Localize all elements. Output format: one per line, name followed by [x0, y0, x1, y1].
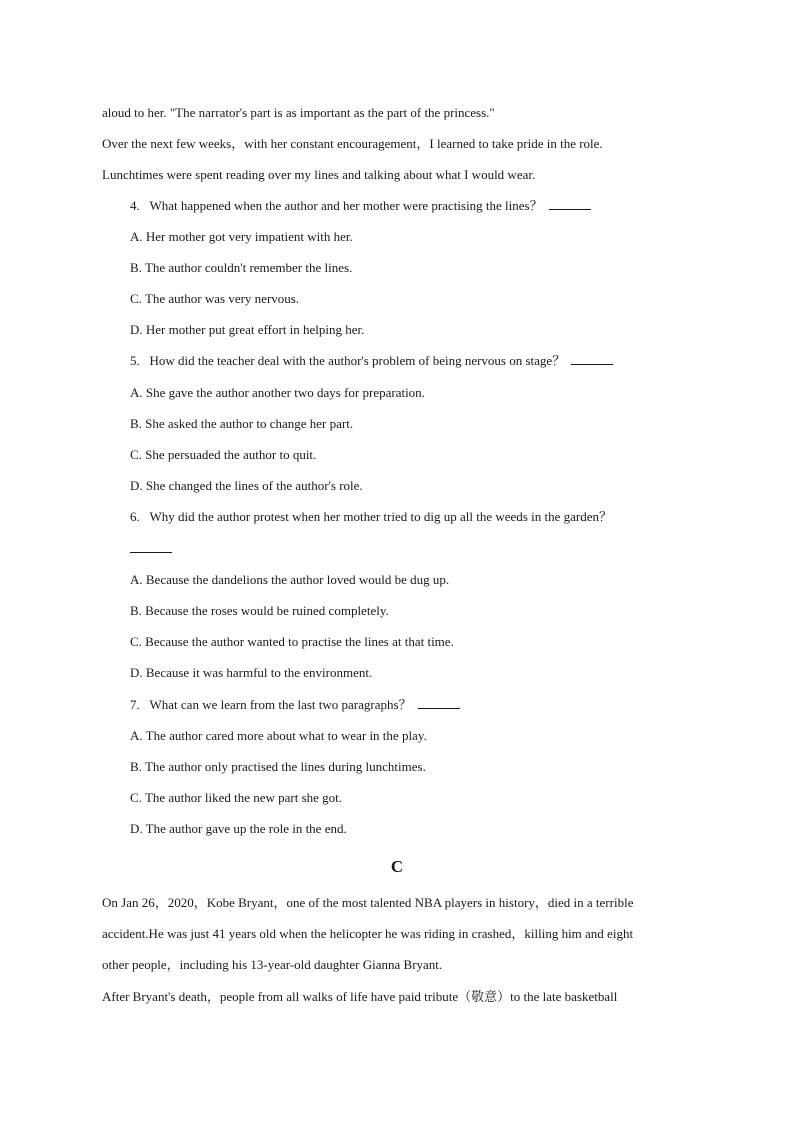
answer-blank[interactable] — [549, 197, 591, 210]
option-text: The author cared more about what to wear in the play. — [145, 728, 427, 743]
option-letter: C. — [130, 634, 142, 649]
option-text: The author gave up the role in the end. — [145, 821, 347, 836]
option-5c — [130, 446, 316, 464]
option-text: Her mother got very impatient with her. — [145, 229, 353, 244]
option-4b — [130, 259, 352, 277]
option-7c — [130, 789, 342, 807]
option-text: She gave the author another two days for preparation. — [145, 385, 425, 400]
option-6d — [130, 664, 372, 682]
option-letter: B. — [130, 603, 142, 618]
answer-blank[interactable] — [571, 352, 613, 365]
option-text: The author liked the new part she got. — [144, 790, 343, 805]
section-c-line-1: On Jan 26，2020，Kobe Bryant，one of the most talented NBA players in history，died in a terrible — [102, 895, 634, 910]
option-letter: B. — [130, 260, 142, 275]
section-c-line-2: accident.He was just 41 years old when the helicopter he was riding in crashed，killing him and eight — [102, 926, 634, 941]
option-letter: D. — [130, 665, 143, 680]
option-text: She asked the author to change her part. — [145, 416, 354, 431]
answer-blank[interactable] — [130, 540, 172, 553]
section-c-line-4: After Bryant's death，people from all walks of life have paid tribute（敬意）to the late basketball — [102, 989, 618, 1004]
question-6-blank-line — [130, 540, 172, 558]
question-7 — [130, 696, 460, 714]
option-letter: B. — [130, 759, 142, 774]
passage-line-2: Over the next few weeks，with her constant encouragement，I learned to take pride in the role. — [102, 136, 603, 151]
option-text: Because the roses would be ruined completely. — [145, 603, 389, 618]
option-letter: C. — [130, 790, 142, 805]
option-text: She changed the lines of the author's role. — [145, 478, 363, 493]
option-letter: C. — [130, 447, 142, 462]
passage-line-1: aloud to her. "The narrator's part is as important as the part of the princess." — [102, 105, 495, 120]
option-text: The author only practised the lines during lunchtimes. — [144, 759, 426, 774]
option-6c — [130, 633, 454, 651]
question-number: 5. — [130, 353, 140, 368]
question-text: How did the teacher deal with the author's problem of being nervous on stage？ — [149, 353, 566, 368]
option-text: Because the author wanted to practise the lines at that time. — [145, 634, 454, 649]
option-text: Her mother put great effort in helping her. — [145, 322, 365, 337]
option-letter: A. — [130, 229, 143, 244]
passage-line-3: Lunchtimes were spent reading over my lines and talking about what I would wear. — [102, 167, 536, 182]
option-7b — [130, 758, 426, 776]
option-5a — [130, 384, 425, 402]
question-text: What happened when the author and her mother were practising the lines？ — [149, 198, 543, 213]
option-5b — [130, 415, 353, 433]
option-4a — [130, 228, 353, 246]
option-5d — [130, 477, 363, 495]
option-text: The author was very nervous. — [144, 291, 300, 306]
option-letter: D. — [130, 821, 143, 836]
section-heading-c: C — [390, 857, 404, 876]
option-7a — [130, 727, 427, 745]
option-letter: A. — [130, 572, 143, 587]
question-number: 6. — [130, 509, 140, 524]
option-text: The author couldn't remember the lines. — [144, 260, 353, 275]
option-letter: D. — [130, 478, 143, 493]
option-letter: C. — [130, 291, 142, 306]
option-7d — [130, 820, 347, 838]
option-letter: A. — [130, 728, 143, 743]
question-6 — [130, 508, 612, 526]
question-text: Why did the author protest when her mother tried to dig up all the weeds in the garden？ — [149, 509, 612, 524]
section-c-line-3: other people，including his 13-year-old daughter Gianna Bryant. — [102, 957, 443, 972]
question-4 — [130, 197, 591, 215]
option-letter: A. — [130, 385, 143, 400]
question-number: 7. — [130, 697, 140, 712]
question-number: 4. — [130, 198, 140, 213]
option-letter: B. — [130, 416, 142, 431]
question-5 — [130, 352, 613, 370]
option-4c — [130, 290, 299, 308]
option-text: Because the dandelions the author loved would be dug up. — [145, 572, 450, 587]
answer-blank[interactable] — [418, 696, 460, 709]
option-6a — [130, 571, 449, 589]
option-text: She persuaded the author to quit. — [145, 447, 317, 462]
option-4d — [130, 321, 364, 339]
question-text: What can we learn from the last two paragraphs？ — [149, 697, 412, 712]
option-letter: D. — [130, 322, 143, 337]
option-text: Because it was harmful to the environment. — [145, 665, 373, 680]
option-6b — [130, 602, 389, 620]
